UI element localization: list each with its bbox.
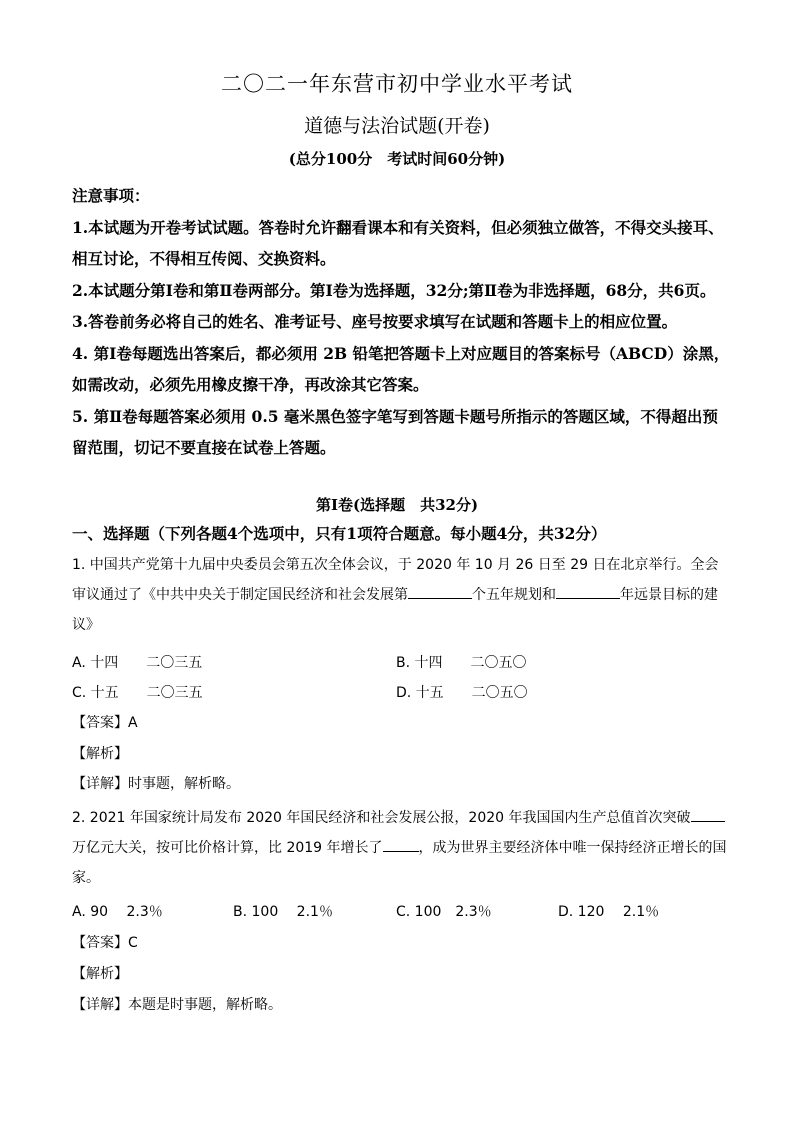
question-1-option-a: A. 十四 二〇三五 xyxy=(72,655,203,671)
note-item: 1.本试题为开卷考试试题。答卷时允许翻看课本和有关资料，但必须独立做答，不得交头接耳、相互讨论，不得相互传阅、交换资料。 xyxy=(72,217,724,268)
question-1-option-c: C. 十五 二〇三五 xyxy=(72,685,203,701)
answer-blank xyxy=(556,584,620,599)
exam-info: (总分100分 考试时间60分钟) xyxy=(288,150,506,168)
note-item: 2.本试题分第Ⅰ卷和第Ⅱ卷两部分。第Ⅰ卷为选择题，32分;第Ⅱ卷为非选择题，68分，共6页。 xyxy=(72,280,716,300)
exam-subject: 道德与法治试题(开卷) xyxy=(304,115,490,137)
question-1-option-d: D. 十五 二〇五〇 xyxy=(396,685,528,701)
question-2-option-b: B. 100 2.1％ xyxy=(233,904,333,920)
question-2-option-c: C. 100 2.3％ xyxy=(396,904,492,920)
section-title: 第Ⅰ卷(选择题 共32分) xyxy=(315,496,479,514)
question-2-option-a: A. 90 2.3％ xyxy=(72,904,163,920)
question-1-detail: 【详解】时事题，解析略。 xyxy=(72,776,240,792)
notes-heading: 注意事项： xyxy=(72,186,150,205)
question-2-option-d: D. 120 2.1％ xyxy=(558,904,660,920)
note-item: 4. 第Ⅰ卷每题选出答案后，都必须用 2B 铅笔把答题卡上对应题目的答案标号（ABCD）涂黑，如需改动，必须先用橡皮擦干净，再改涂其它答案。 xyxy=(72,343,730,394)
question-1-stem: 1. 中国共产党第十九届中央委员会第五次全体会议，于 2020 年 10 月 26 日至 29 日在北京举行。全会审议通过了《中共中央关于制定国民经济和社会发展第 个五年规划和 年远景目标的建议》 xyxy=(72,557,719,633)
part-title: 一、选择题（下列各题4个选项中，只有1项符合题意。每小题4分，共32分） xyxy=(72,524,607,543)
question-1-answer: 【答案】A xyxy=(72,715,138,731)
note-item: 5. 第Ⅱ卷每题答案必须用 0.5 毫米黑色签字笔写到答题卡题号所指示的答题区域，不得超出预留范围，切记不要直接在试卷上答题。 xyxy=(72,406,718,457)
note-item: 3.答卷前务必将自己的姓名、准考证号、座号按要求填写在试题和答题卡上的相应位置。 xyxy=(72,312,678,331)
question-1-analysis: 【解析】 xyxy=(72,746,128,762)
question-2-stem: 2. 2021 年国家统计局发布 2020 年国民经济和社会发展公报，2020 年我国国内生产总值首次突破万亿元大关，按可比价格计算，比 2019 年增长了 ，成为世界主要经济体中唯一保持经济正增长的国家。 xyxy=(72,803,732,893)
question-2-analysis: 【解析】 xyxy=(72,966,128,982)
question-1-option-b: B. 十四 二〇五〇 xyxy=(396,655,527,671)
answer-blank xyxy=(383,837,419,852)
answer-blank xyxy=(408,584,472,599)
exam-title: 二〇二一年东营市初中学业水平考试 xyxy=(221,72,573,96)
question-2-answer: 【答案】C xyxy=(72,935,138,951)
answer-blank xyxy=(691,807,725,822)
question-2-detail: 【详解】本题是时事题，解析略。 xyxy=(72,997,282,1013)
notes-section xyxy=(72,180,732,464)
